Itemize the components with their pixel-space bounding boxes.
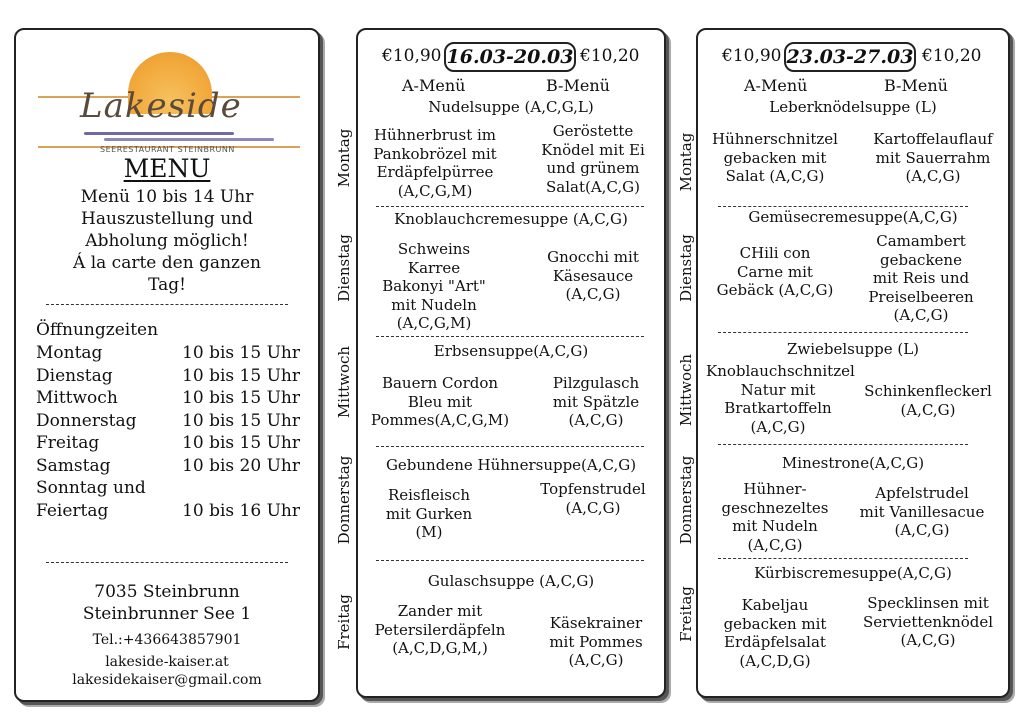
dish-a-tuesday: CHili con Carne mit Gebäck (A,C,G) (716, 244, 834, 299)
intro-line: Hauszustellung und (81, 209, 253, 229)
soup-monday: Leberknödelsuppe (L) (769, 98, 937, 116)
hours-row: Samstag 10 bis 20 Uhr (36, 455, 300, 476)
website-link[interactable]: lakeside-kaiser.at (105, 654, 229, 670)
dish-b-wednesday: Schinkenfleckerl (A,C,G) (864, 382, 992, 419)
price-a-menu: €10,90 (382, 46, 442, 66)
week-menu-panel-1 (356, 28, 666, 698)
soup-friday: Kürbiscremesuppe(A,C,G) (754, 564, 952, 582)
intro-line: Menü 10 bis 14 Uhr (80, 187, 254, 207)
hours-row: Freitag 10 bis 15 Uhr (36, 433, 300, 454)
dish-b-thursday: Apfelstrudel mit Vanillesacue (A,C,G) (859, 484, 985, 539)
divider (46, 562, 288, 563)
dish-a-tuesday: Schweins Karree Bakonyi "Art" mit Nudeln (A,C,G,M) (382, 240, 486, 332)
week-menu-panel-2 (696, 28, 1010, 698)
hours-row: Montag 10 bis 15 Uhr (36, 343, 300, 364)
a-menu-label: A-Menü (744, 76, 808, 95)
soup-tuesday: Gemüsecremesuppe(A,C,G) (748, 208, 958, 226)
hours-row: Donnerstag 10 bis 15 Uhr (36, 410, 300, 431)
day-separator (376, 336, 644, 337)
dish-a-monday: Hühnerschnitzel gebacken mit Salat (A,C,G) (712, 130, 838, 185)
dish-a-monday: Hühnerbrust im Pankobrözel mit Erdäpfelpürree (A,C,G,M) (373, 126, 497, 200)
wave-icon-2 (104, 138, 274, 141)
price-b-menu: €10,20 (580, 46, 640, 66)
dish-a-friday: Zander mit Petersilerdäpfeln (A,C,D,G,M,) (374, 602, 506, 657)
dish-b-friday: Specklinsen mit Serviettenknödel (A,C,G) (862, 594, 994, 649)
soup-tuesday: Knoblauchcremesuppe (A,C,G) (394, 210, 628, 228)
divider (46, 304, 288, 305)
price-a-menu: €10,90 (722, 46, 782, 66)
day-separator (376, 206, 644, 207)
dish-b-friday: Käsekrainer mit Pommes (A,C,G) (549, 614, 643, 669)
day-separator (376, 560, 644, 561)
dish-b-thursday: Topfenstrudel (A,C,G) (540, 480, 646, 517)
intro-line: Tag! (148, 275, 186, 295)
opening-hours-title: Öffnungzeiten (36, 320, 159, 340)
dish-b-tuesday: Gnocchi mit Käsesauce (A,C,G) (547, 248, 639, 303)
day-label-monday: Montag (677, 132, 695, 192)
week-header (358, 42, 664, 72)
info-panel (14, 28, 320, 702)
day-label-thursday: Donnerstag (335, 455, 353, 545)
day-separator (376, 446, 644, 447)
hours-row: Feiertag 10 bis 16 Uhr (36, 500, 300, 521)
a-menu-label: A-Menü (402, 76, 466, 95)
menu-title: MENU (123, 154, 211, 183)
dish-a-friday: Kabeljau gebacken mit Erdäpfelsalat (A,C,D,G) (723, 596, 827, 670)
soup-wednesday: Erbsensuppe(A,C,G) (433, 342, 589, 360)
hours-row: Sonntag und (36, 478, 146, 499)
day-separator (718, 558, 968, 559)
day-separator (718, 206, 968, 207)
day-label-monday: Montag (335, 128, 353, 188)
lakeside-logo (38, 52, 300, 156)
day-separator (718, 444, 968, 445)
week-header (698, 42, 1008, 72)
phone-number: Tel.:+436643857901 (92, 632, 242, 648)
address-line-2: Steinbrunner See 1 (82, 604, 252, 624)
soup-thursday: Gebundene Hühnersuppe(A,C,G) (385, 456, 637, 474)
dish-b-tuesday: Camambert gebackene mit Reis und Preiselbeeren (A,C,G) (868, 232, 974, 324)
dish-b-monday: Geröstette Knödel mit Ei und grünem Salat(A,C,G) (541, 122, 645, 196)
day-label-wednesday: Mittwoch (677, 353, 695, 427)
week-date-range: 23.03-27.03 (784, 42, 916, 72)
logo-wordmark: Lakeside (80, 86, 242, 126)
day-separator (718, 332, 968, 333)
day-label-tuesday: Dienstag (335, 234, 353, 302)
day-label-thursday: Donnerstag (677, 455, 695, 545)
b-menu-label: B-Menü (546, 76, 610, 95)
dish-b-wednesday: Pilzgulasch mit Spätzle (A,C,G) (552, 374, 640, 429)
dish-a-wednesday: Knoblauchschnitzel Natur mit Bratkartoffeln (A,C,G) (706, 362, 855, 436)
dish-b-monday: Kartoffelauflauf mit Sauerrahm (A,C,G) (873, 130, 993, 185)
hours-row: Dienstag 10 bis 15 Uhr (36, 365, 300, 386)
opening-hours-list (36, 342, 306, 522)
hours-row: Mittwoch 10 bis 15 Uhr (36, 388, 300, 409)
intro-text (26, 186, 308, 296)
email-link[interactable]: lakesidekaiser@gmail.com (72, 672, 262, 688)
soup-wednesday: Zwiebelsuppe (L) (786, 340, 920, 358)
logo-subtitle: SEERESTAURANT STEINBRUNN (100, 145, 235, 154)
day-label-tuesday: Dienstag (677, 234, 695, 302)
dish-a-thursday: Hühner- geschnezeltes mit Nudeln (A,C,G) (721, 480, 829, 554)
b-menu-label: B-Menü (884, 76, 948, 95)
dish-a-wednesday: Bauern Cordon Bleu mit Pommes(A,C,G,M) (370, 374, 510, 429)
day-label-friday: Freitag (677, 586, 695, 642)
dish-a-thursday: Reisfleisch mit Gurken (M) (385, 486, 473, 541)
address-line-1: 7035 Steinbrunn (94, 582, 240, 602)
wave-icon (84, 132, 234, 135)
day-label-friday: Freitag (335, 594, 353, 650)
soup-thursday: Minestrone(A,C,G) (781, 454, 925, 472)
price-b-menu: €10,20 (922, 46, 982, 66)
intro-line: Abholung möglich! (85, 231, 249, 251)
day-label-wednesday: Mittwoch (335, 345, 353, 419)
soup-friday: Gulaschsuppe (A,C,G) (427, 572, 595, 590)
soup-monday: Nudelsuppe (A,C,G,L) (428, 98, 594, 116)
intro-line: Á la carte den ganzen (73, 253, 261, 273)
week-date-range: 16.03-20.03 (444, 42, 576, 72)
